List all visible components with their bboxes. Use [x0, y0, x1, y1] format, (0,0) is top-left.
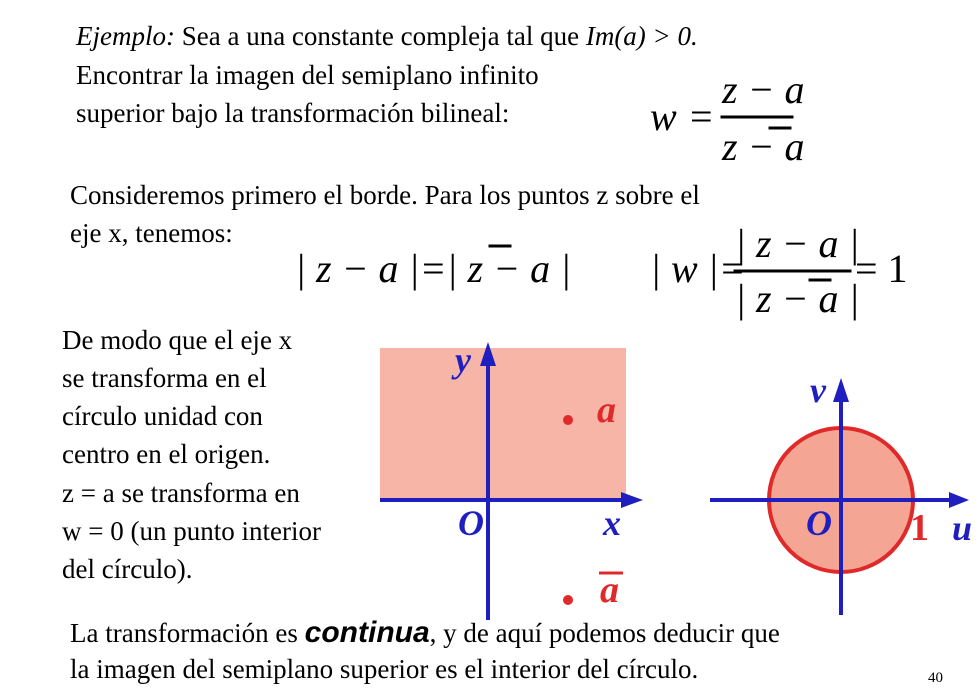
conclusion-pre: La transformación es: [70, 618, 305, 648]
border-line-1: Consideremos primero el borde. Para los puntos z sobre el: [70, 180, 700, 210]
explanation-line-3: círculo unidad con: [62, 401, 263, 431]
modulus-equality-formula: [295, 240, 572, 300]
page-number: 40: [928, 670, 943, 686]
u-axis-label: u: [952, 508, 973, 548]
z-origin-label: O: [458, 503, 484, 543]
v-axis-arrow: [833, 378, 849, 402]
x-axis-arrow: [621, 492, 643, 508]
conclusion-post: , y de aquí podemos deducir que: [429, 618, 780, 648]
y-axis-label: y: [455, 340, 471, 380]
w-modulus-formula: [650, 222, 910, 322]
v-axis-label: v: [810, 370, 826, 410]
explanation-line-4: centro en el origen.: [62, 439, 271, 469]
point-a-label: a: [597, 389, 616, 431]
w-modulus-lhs: | w |=: [650, 246, 746, 291]
example-line-1: [76, 19, 698, 54]
explanation-line-2: se transforma en el: [62, 363, 267, 393]
u-axis-arrow: [949, 492, 969, 508]
example-lead: Ejemplo:: [76, 21, 175, 51]
point-a: [563, 415, 573, 425]
mapping-diagram: [355, 330, 980, 620]
formula-w-denominator: z − a: [722, 124, 805, 169]
bilinear-formula: [650, 67, 810, 170]
formula-w-lhs: w: [650, 94, 677, 139]
explanation-line-6: w = 0 (un punto interior: [62, 516, 321, 546]
w-origin-label: O: [806, 503, 832, 543]
example-line-2: Encontrar la imagen del semiplano infinito: [76, 60, 539, 90]
w-modulus-denominator: | z − a |: [735, 276, 860, 321]
modulus-equality: | z − a |=| z − a |: [295, 246, 572, 291]
point-a-conjugate: [563, 595, 573, 605]
point-a-conjugate-label: a: [600, 569, 619, 611]
example-text: Sea a una constante compleja tal que: [174, 21, 586, 51]
w-modulus-numerator: | z − a |: [735, 221, 860, 266]
explanation-line-5: z = a se transforma en: [62, 478, 300, 508]
explanation-line-7: del círculo).: [62, 554, 193, 584]
example-condition: Im(a) > 0.: [585, 21, 698, 51]
z-plane: [380, 340, 643, 620]
conclusion-emphasis: continua: [304, 616, 430, 649]
border-line-2: eje x, tenemos:: [70, 218, 233, 248]
radius-label: 1: [910, 507, 929, 549]
upper-half-plane: [380, 348, 626, 500]
conclusion-line-1: [70, 615, 780, 651]
conclusion-line-2: la imagen del semiplano superior es el interior del círculo.: [70, 654, 699, 684]
explanation-line-1: De modo que el eje x: [62, 325, 293, 355]
x-axis-label: x: [603, 503, 621, 543]
formula-w-eq: =: [690, 94, 713, 139]
w-plane: [710, 370, 972, 615]
example-line-3: superior bajo la transformación bilineal:: [76, 98, 510, 128]
w-modulus-rhs: = 1: [855, 246, 908, 291]
formula-w-numerator: z − a: [722, 67, 805, 112]
